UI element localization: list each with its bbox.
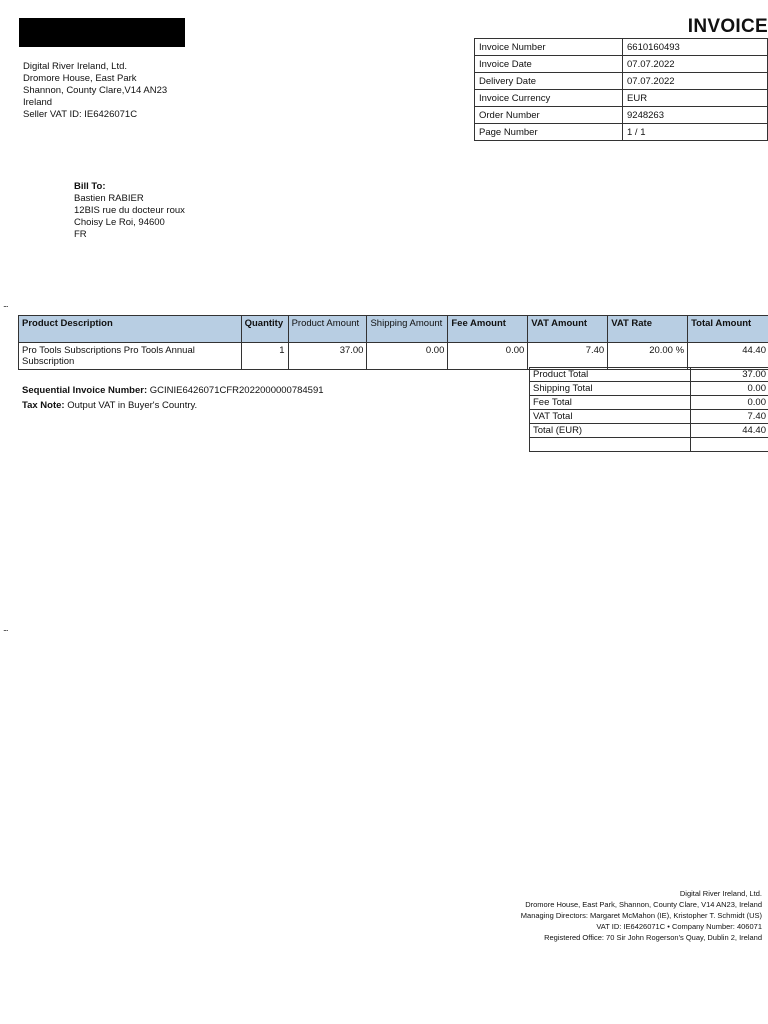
total-amount-cell: 44.40 <box>688 343 768 370</box>
footer-line: Digital River Ireland, Ltd. <box>679 889 762 898</box>
meta-row <box>475 56 768 73</box>
totals-label: Total (EUR) <box>530 424 691 438</box>
totals-value: 7.40 <box>691 410 768 424</box>
meta-row <box>475 39 768 56</box>
meta-value: 1 / 1 <box>623 124 768 141</box>
totals-value: 0.00 <box>691 396 768 410</box>
totals-row <box>530 424 768 438</box>
shipping-amount-cell: 0.00 <box>367 343 448 370</box>
vat-amount-cell: 7.40 <box>528 343 608 370</box>
meta-value: 6610160493 <box>623 39 768 56</box>
totals-label: Shipping Total <box>530 382 691 396</box>
invoice-meta-table <box>474 38 768 141</box>
meta-row <box>475 124 768 141</box>
column-header: VAT Rate <box>608 316 688 343</box>
sequential-label: Sequential Invoice Number: <box>22 385 148 396</box>
sequential-value: GCINIE6426071CFR2022000000784591 <box>149 385 324 396</box>
seller-line: Shannon, County Clare,V14 AN23 <box>23 85 168 96</box>
tax-note-value: Output VAT in Buyer's Country. <box>67 400 198 411</box>
meta-row <box>475 90 768 107</box>
meta-label: Page Number <box>475 124 623 141</box>
product-description: Pro Tools Subscriptions Pro Tools Annual Subscription <box>19 343 242 370</box>
column-header: Product Amount <box>288 316 367 343</box>
totals-label: Fee Total <box>530 396 691 410</box>
table-row <box>19 343 768 370</box>
continuation-marker: ... <box>3 623 8 633</box>
column-header: Quantity <box>241 316 288 343</box>
column-header: Total Amount <box>688 316 768 343</box>
table-header-row <box>19 316 768 343</box>
tax-note <box>22 398 324 413</box>
footer-line: Managing Directors: Margaret McMahon (IE), Kristopher T. Schmidt (US) <box>520 911 762 920</box>
meta-value: 9248263 <box>623 107 768 124</box>
column-header: Fee Amount <box>448 316 528 343</box>
continuation-marker: ... <box>3 299 8 309</box>
meta-label: Order Number <box>475 107 623 124</box>
meta-row <box>475 107 768 124</box>
totals-value: 37.00 <box>691 368 768 382</box>
tax-note-label: Tax Note: <box>22 400 65 411</box>
totals-row <box>530 368 768 382</box>
totals-value <box>691 438 768 452</box>
totals-row <box>530 396 768 410</box>
product-amount-cell: 37.00 <box>288 343 367 370</box>
company-footer <box>521 888 762 943</box>
quantity-cell: 1 <box>241 343 288 370</box>
bill-to-line: Choisy Le Roi, 94600 <box>74 217 165 228</box>
document-title: INVOICE <box>687 16 768 37</box>
seller-address <box>23 61 167 121</box>
totals-value: 0.00 <box>691 382 768 396</box>
bill-to-block <box>74 181 185 241</box>
bill-to-line: Bastien RABIER <box>74 193 144 204</box>
meta-value: EUR <box>623 90 768 107</box>
vat-rate-cell: 20.00 % <box>608 343 688 370</box>
meta-value: 07.07.2022 <box>623 73 768 90</box>
line-items-table <box>18 315 768 370</box>
seller-line: Digital River Ireland, Ltd. <box>23 61 128 72</box>
totals-label <box>530 438 691 452</box>
totals-label: Product Total <box>530 368 691 382</box>
meta-value: 07.07.2022 <box>623 56 768 73</box>
footer-line: VAT ID: IE6426071C • Company Number: 406071 <box>596 922 762 931</box>
footer-line: Dromore House, East Park, Shannon, County Clare, V14 AN23, Ireland <box>525 900 762 909</box>
totals-table <box>529 367 768 452</box>
invoice-notes <box>22 383 324 413</box>
totals-row <box>530 438 768 452</box>
totals-row <box>530 382 768 396</box>
seller-line: Dromore House, East Park <box>23 73 137 84</box>
meta-label: Delivery Date <box>475 73 623 90</box>
seller-line: Ireland <box>23 97 53 108</box>
bill-to-heading: Bill To: <box>74 181 106 192</box>
totals-label: VAT Total <box>530 410 691 424</box>
seller-vat-id: Seller VAT ID: IE6426071C <box>23 109 138 120</box>
totals-value: 44.40 <box>691 424 768 438</box>
footer-line: Registered Office: 70 Sir John Rogerson's Quay, Dublin 2, Ireland <box>544 933 762 942</box>
meta-row <box>475 73 768 90</box>
bill-to-line: 12BIS rue du docteur roux <box>74 205 185 216</box>
column-header: Shipping Amount <box>367 316 448 343</box>
totals-row <box>530 410 768 424</box>
redacted-logo <box>19 18 185 47</box>
bill-to-line: FR <box>74 229 87 240</box>
meta-label: Invoice Number <box>475 39 623 56</box>
column-header: Product Description <box>19 316 242 343</box>
meta-label: Invoice Currency <box>475 90 623 107</box>
column-header: VAT Amount <box>528 316 608 343</box>
fee-amount-cell: 0.00 <box>448 343 528 370</box>
sequential-invoice-number <box>22 383 324 398</box>
meta-label: Invoice Date <box>475 56 623 73</box>
